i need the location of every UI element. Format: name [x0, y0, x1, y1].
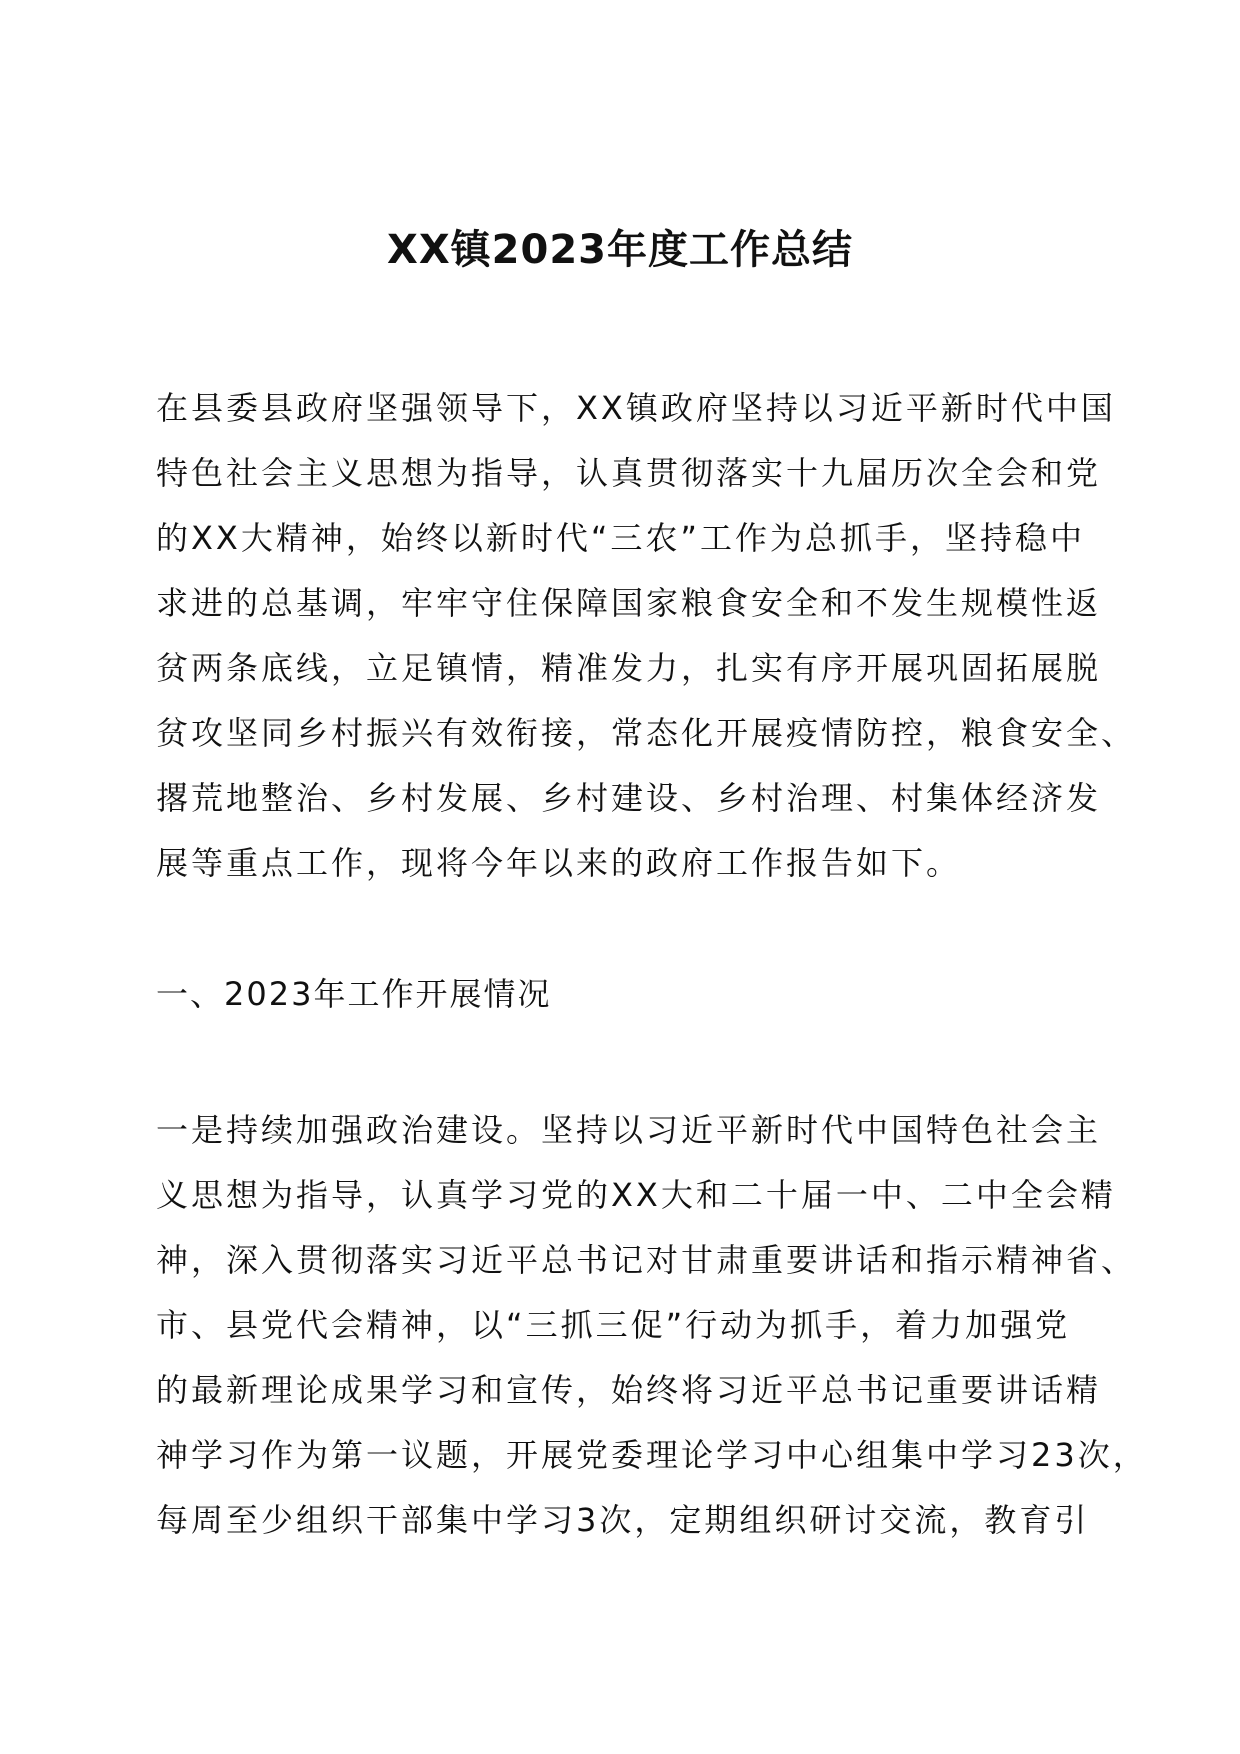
intro-line: 在县委县政府坚强领导下，XX镇政府坚持以习近平新时代中国 — [156, 389, 1116, 427]
intro-line: 的XX大精神，始终以新时代“三农”工作为总抓手，坚持稳中 — [156, 519, 1086, 557]
body-line: 神学习作为第一议题，开展党委理论学习中心组集中学习23次， — [156, 1436, 1148, 1474]
section-heading: 一、2023年工作开展情况 — [156, 975, 552, 1013]
body-line: 每周至少组织干部集中学习3次，定期组织研讨交流，教育引 — [156, 1501, 1090, 1539]
body-line: 义思想为指导，认真学习党的XX大和二十届一中、二中全会精 — [156, 1176, 1116, 1214]
intro-paragraph — [156, 376, 1137, 896]
intro-line: 贫攻坚同乡村振兴有效衔接，常态化开展疫情防控，粮食安全、 — [156, 714, 1137, 752]
body-paragraph — [156, 1098, 1148, 1553]
body-line: 神，深入贯彻落实习近平总书记对甘肃重要讲话和指示精神省、 — [156, 1241, 1137, 1279]
body-line: 的最新理论成果学习和宣传，始终将习近平总书记重要讲话精 — [156, 1371, 1102, 1409]
intro-line: 求进的总基调，牢牢守住保障国家粮食安全和不发生规模性返 — [156, 584, 1102, 622]
intro-line: 展等重点工作，现将今年以来的政府工作报告如下。 — [156, 844, 962, 882]
document-title: XX镇2023年度工作总结 — [386, 227, 853, 273]
body-line: 一是持续加强政治建设。坚持以习近平新时代中国特色社会主 — [156, 1111, 1102, 1149]
intro-line: 撂荒地整治、乡村发展、乡村建设、乡村治理、村集体经济发 — [156, 779, 1102, 817]
intro-line: 贫两条底线，立足镇情，精准发力，扎实有序开展巩固拓展脱 — [156, 649, 1102, 687]
body-line: 市、县党代会精神，以“三抓三促”行动为抓手，着力加强党 — [156, 1306, 1071, 1344]
intro-line: 特色社会主义思想为指导，认真贯彻落实十九届历次全会和党 — [156, 454, 1102, 492]
